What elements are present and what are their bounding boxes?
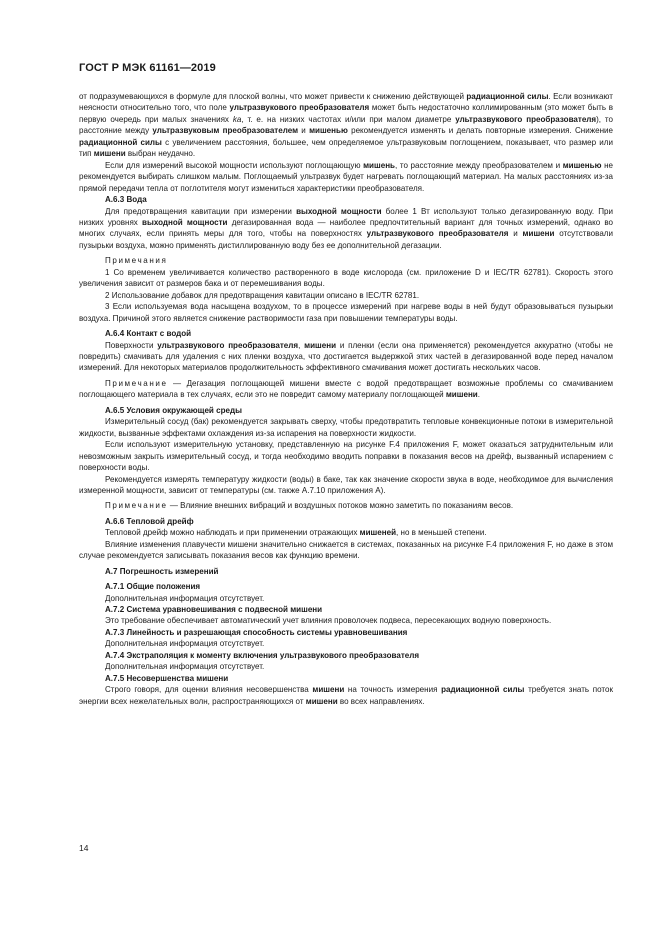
text-run: Строго говоря, для оценки влияния несовершенства bbox=[105, 685, 313, 695]
term-bold: ультразвукового преобразователя bbox=[366, 229, 509, 239]
text-run: . Если возникают неясности относительно того, что поле bbox=[79, 92, 613, 113]
text-run: во всех направлениях. bbox=[337, 696, 425, 706]
text-run: более 1 Вт используют только дегазированную воду. При низких уровнях bbox=[79, 206, 613, 227]
term-bold: выходной мощности bbox=[142, 217, 228, 227]
paragraph bbox=[79, 340, 613, 374]
note-item: 2 Использование добавок для предотвращения кавитации описано в IEC/TR 62781. bbox=[105, 290, 420, 300]
notes-title bbox=[79, 255, 613, 266]
text-run: , но в меньшей степени. bbox=[396, 528, 487, 538]
paragraph bbox=[79, 160, 613, 194]
text-run: на точность измерения bbox=[344, 685, 442, 695]
term-bold: радиационной силы bbox=[441, 685, 525, 695]
text-run: Для предотвращения кавитации при измерении bbox=[105, 206, 297, 216]
text-run: , то расстояние между преобразователем и bbox=[395, 160, 563, 170]
text-run: Поверхности bbox=[105, 340, 158, 350]
term-bold: мишени bbox=[304, 340, 337, 350]
text-run: и bbox=[298, 126, 310, 136]
page-number: 14 bbox=[79, 843, 89, 853]
text-run: , bbox=[298, 340, 305, 350]
section-heading-a74: А.7.4 Экстраполяция к моменту включения ультразвукового преобразователя bbox=[105, 650, 420, 660]
text-run: дегазированная вода — наиболее предпочтительный вариант для точных измерений, однако во многих случаях, если принять меры для того, чтобы на поверхностях bbox=[79, 217, 614, 239]
paragraph: Рекомендуется измерять температуру жидкости (воды) в баке, так как значение скорости звука в воде, необходимое для вычисления измеренной мощности, зависит от температуры (см. также А.7.10 приложения А). bbox=[79, 474, 613, 495]
text-run: ), то расстояние между bbox=[79, 114, 613, 136]
note-item: 3 Если используемая вода насыщена воздухом, то в процессе измерений при нагреве воды в ней будут образовываться пузырьки воздуха. Причиной этого является снижение растворимости газа при повышении температуры воды. bbox=[79, 302, 613, 323]
symbol-italic: ka bbox=[232, 114, 242, 124]
term-bold: выходной мощности bbox=[296, 206, 382, 216]
text-run: с увеличением расстояния, большее, чем определяемое ультразвуковым поглощением, показывает, что размер или тип bbox=[79, 137, 613, 159]
note-label: Примечание bbox=[105, 378, 168, 388]
term-bold: радиационной силы bbox=[79, 137, 162, 147]
paragraph: Если используют измерительную установку, представленную на рисунке F.4 приложения F, может оказаться затруднительным или невозможным закрыть измерительный сосуд, и тогда необходимо вводить поправки в показания весов на дрейф, вызванный испарением с поверхности воды. bbox=[79, 440, 613, 473]
term-bold: радиационной силы bbox=[466, 92, 549, 101]
text-run: может быть недостаточно коллимированным (это может быть в первую очередь при малых значениях bbox=[79, 103, 613, 124]
text-run: и пленки (если она применяется) рекомендуется аккуратно (чтобы не повредить) смачивать для удаления с них пленки воздуха, что достигается выдержкой этих частей в дегазированной воде перед началом измерений. Для некоторых материалов продолжительность эффективного смачивания может достигать нескольких часов. bbox=[79, 340, 613, 373]
paragraph: Дополнительная информация отсутствует. bbox=[105, 593, 265, 603]
note bbox=[79, 500, 613, 511]
paragraph bbox=[79, 527, 613, 538]
text-run: — Дегазация поглощающей мишени вместе с водой предотвращает возможные проблемы со смачиванием поглощающего материала в тех случаях, если это не повредит самому материалу поглощающей bbox=[79, 378, 613, 400]
document-header: ГОСТ Р МЭК 61161—2019 bbox=[79, 62, 216, 74]
term-bold: мишени bbox=[312, 685, 345, 695]
term-bold: мишеней bbox=[359, 528, 397, 538]
term-bold: мишень bbox=[363, 160, 395, 170]
text-run: . bbox=[477, 390, 480, 400]
term-bold: ультразвукового преобразователя bbox=[229, 103, 370, 113]
paragraph bbox=[79, 91, 613, 160]
text-run: не рекомендуется выбирать слишком малым. Поглощаемый ультразвук будет нагревать поглощающий материал. На малых расстояниях из-за прямой передачи тепла от поглотителя могут измениться характеристики преобразователя. bbox=[79, 160, 613, 193]
term-bold: мишени bbox=[93, 149, 126, 159]
term-bold: мишенью bbox=[562, 160, 602, 170]
section-heading-a7: А.7 Погрешность измерений bbox=[105, 566, 219, 576]
note-label: Примечание bbox=[105, 501, 168, 511]
section-heading-a73: А.7.3 Линейность и разрешающая способность системы уравновешивания bbox=[105, 627, 408, 637]
section-heading-a72: А.7.2 Система уравновешивания с подвесной мишени bbox=[105, 605, 323, 615]
text-run: , т. е. на низких частотах и/или при малом диаметре bbox=[241, 114, 456, 124]
text-run: и bbox=[508, 229, 523, 239]
term-bold: мишени bbox=[305, 696, 338, 706]
paragraph: Это требование обеспечивает автоматический учет влияния проволочек подвеса, пересекающих водную поверхность. bbox=[105, 616, 552, 626]
text-run: выбран неудачно. bbox=[125, 149, 196, 159]
paragraph: Дополнительная информация отсутствует. bbox=[105, 662, 265, 672]
paragraph: Влияние изменения плавучести мишени значительно снижается в системах, показанных на рисунке F.4 приложения F, но даже в этом случае рекомендуется записывать показания весов как функцию времени. bbox=[79, 539, 613, 561]
paragraph: Дополнительная информация отсутствует. bbox=[105, 639, 265, 649]
paragraph bbox=[79, 206, 613, 252]
section-heading-a71: А.7.1 Общие положения bbox=[105, 582, 201, 592]
term-bold: ультразвукового преобразователя bbox=[157, 340, 299, 350]
text-run: требуется знать поток энергии всех нежелательных волн, распространяющихся от bbox=[79, 685, 613, 706]
notes-label: Примечания bbox=[105, 256, 168, 266]
section-heading-a75: А.7.5 Несовершенства мишени bbox=[105, 673, 229, 683]
text-run: отсутствовали пузырьки воздуха, можно применять дистиллированную воду без ее дополнительной дегазации. bbox=[79, 229, 613, 250]
term-bold: ультразвукового преобразователя bbox=[455, 114, 597, 124]
document-body bbox=[79, 91, 613, 707]
note bbox=[79, 378, 613, 401]
text-run: Если для измерений высокой мощности используют поглощающую bbox=[105, 160, 364, 170]
paragraph bbox=[79, 684, 613, 707]
term-bold: мишени bbox=[445, 390, 478, 400]
section-heading-a63: А.6.3 Вода bbox=[105, 195, 147, 205]
text-run: от подразумевающихся в формуле для плоской волны, что может привести к снижению действующей bbox=[79, 92, 467, 101]
text-run: — Влияние внешних вибраций и воздушных потоков можно заметить по показаниям весов. bbox=[167, 501, 514, 511]
section-heading-a66: А.6.6 Тепловой дрейф bbox=[105, 516, 194, 526]
note-item: 1 Со временем увеличивается количество растворенного в воде кислорода (см. приложение D и IEC/TR 62781). Скорость этого увеличения зависит от размеров бака и от перемешивания воды. bbox=[79, 267, 613, 289]
section-heading-a64: А.6.4 Контакт с водой bbox=[105, 329, 192, 339]
paragraph: Измерительный сосуд (бак) рекомендуется закрывать сверху, чтобы предотвратить тепловые конвекционные потоки в измерительной жидкости, вызванные эффектами охлаждения из-за испарения на поверхности жидкости. bbox=[79, 417, 613, 438]
term-bold: мишени bbox=[522, 229, 555, 239]
text-run: Тепловой дрейф можно наблюдать и при применении отражающих bbox=[105, 528, 360, 538]
text-run: рекомендуется изменять и делать повторные измерения. Снижение bbox=[347, 126, 614, 136]
term-bold: ультразвуковым преобразователем bbox=[152, 126, 299, 136]
section-heading-a65: А.6.5 Условия окружающей среды bbox=[105, 405, 242, 415]
term-bold: мишенью bbox=[309, 126, 348, 136]
